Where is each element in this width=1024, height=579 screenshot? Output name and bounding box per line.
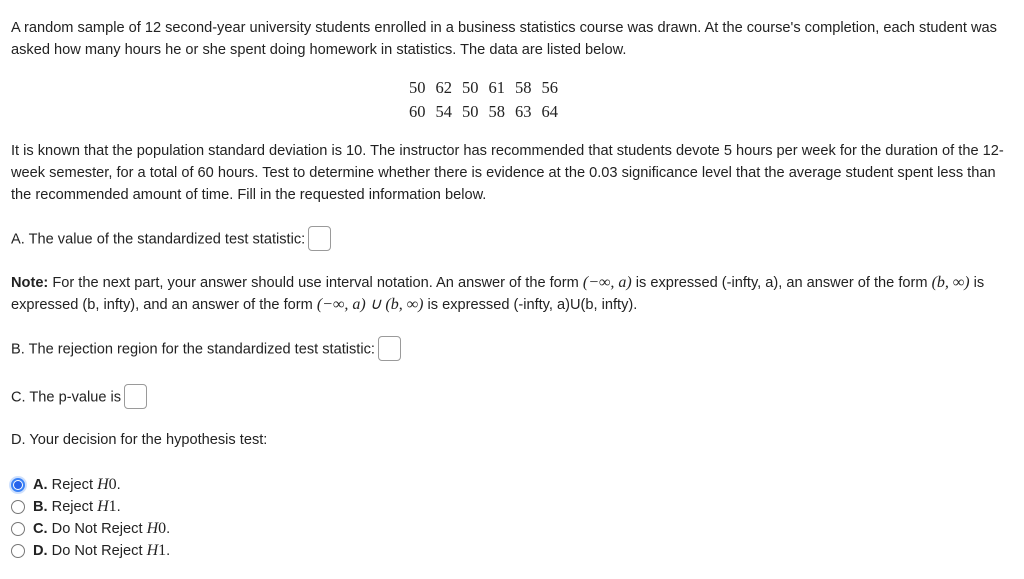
option-subscript: 0	[158, 520, 167, 537]
problem-text: It is known that the population standard deviation is 10. The instructor has recommended that students devote 5 hours per week for the duration of the 12-week semester, for a total of 60 hours. Test to determine whether there is evidence at the 0.03 significance level that the average student spent less than the recommended amount of time. Fill in the requested information below.	[11, 143, 1004, 203]
radio-selected-icon[interactable]	[11, 478, 25, 492]
option-reject-h1[interactable]: B. Reject H 1 .	[11, 496, 121, 518]
option-letter: A.	[33, 477, 48, 493]
data-cell: 50	[462, 78, 479, 97]
note-math: (−∞, a)	[582, 274, 632, 291]
note-label: Note:	[11, 275, 49, 291]
radio-icon[interactable]	[11, 544, 25, 558]
note-part: is expressed (-infty, a), an answer of the form	[631, 275, 932, 291]
option-symbol: H	[97, 476, 109, 493]
question-b-label: B. The rejection region for the standardized test statistic:	[11, 341, 375, 358]
option-reject-h0[interactable]: A. Reject H 0 .	[11, 474, 121, 496]
option-text: Do Not Reject	[51, 543, 143, 559]
option-symbol: H	[146, 542, 159, 559]
question-b	[11, 337, 401, 362]
data-row	[404, 76, 563, 100]
p-value-input[interactable]	[124, 384, 147, 409]
note-part: For the next part, your answer should use interval notation. An answer of the form	[48, 275, 583, 291]
note-math: (b, ∞)	[931, 274, 970, 291]
data-row	[404, 100, 563, 124]
data-table	[404, 76, 563, 124]
option-subscript: 1	[108, 498, 117, 515]
option-letter: D.	[33, 543, 48, 559]
option-subscript: 0	[108, 476, 117, 493]
option-do-not-reject-h0[interactable]: C. Do Not Reject H 0 .	[11, 518, 170, 540]
option-subscript: 1	[158, 542, 167, 559]
data-cell: 60	[409, 102, 426, 121]
data-cell: 64	[541, 102, 558, 121]
intro-text: A random sample of 12 second-year university students enrolled in a business statistics course was drawn. At the course's completion, each student was asked how many hours he or she spent doing homework in statistics. The data are listed below.	[11, 20, 997, 58]
data-cell: 50	[409, 78, 426, 97]
data-cell: 63	[515, 102, 532, 121]
question-d	[11, 429, 267, 451]
data-cell: 50	[462, 102, 479, 121]
data-cell: 62	[435, 78, 452, 97]
data-cell: 56	[541, 78, 558, 97]
rejection-region-input[interactable]	[378, 336, 401, 361]
data-cell: 58	[515, 78, 532, 97]
data-cell: 54	[435, 102, 452, 121]
question-a	[11, 227, 331, 252]
question-c	[11, 385, 147, 410]
option-text: Reject	[51, 477, 94, 493]
option-text: Reject	[51, 499, 94, 515]
radio-icon[interactable]	[11, 522, 25, 536]
note-part: is expressed (b, infty), and an answer of the form	[11, 275, 985, 313]
question-d-label: D. Your decision for the hypothesis test:	[11, 432, 268, 448]
option-letter: B.	[33, 499, 48, 515]
test-statistic-input[interactable]	[308, 226, 331, 251]
option-text: Do Not Reject	[51, 521, 143, 537]
option-symbol: H	[97, 498, 109, 515]
option-do-not-reject-h1[interactable]: D. Do Not Reject H 1 .	[11, 540, 170, 562]
option-symbol: H	[146, 520, 159, 537]
note-part: is expressed (-infty, a)U(b, infty).	[423, 297, 638, 313]
data-cell: 61	[488, 78, 505, 97]
option-letter: C.	[33, 521, 48, 537]
question-c-label: C. The p-value is	[11, 389, 122, 406]
radio-icon[interactable]	[11, 500, 25, 514]
data-cell: 58	[488, 102, 505, 121]
question-a-label: A. The value of the standardized test statistic:	[11, 231, 306, 248]
note-text	[11, 272, 1011, 316]
note-math: (−∞, a) ∪ (b, ∞)	[316, 296, 424, 313]
